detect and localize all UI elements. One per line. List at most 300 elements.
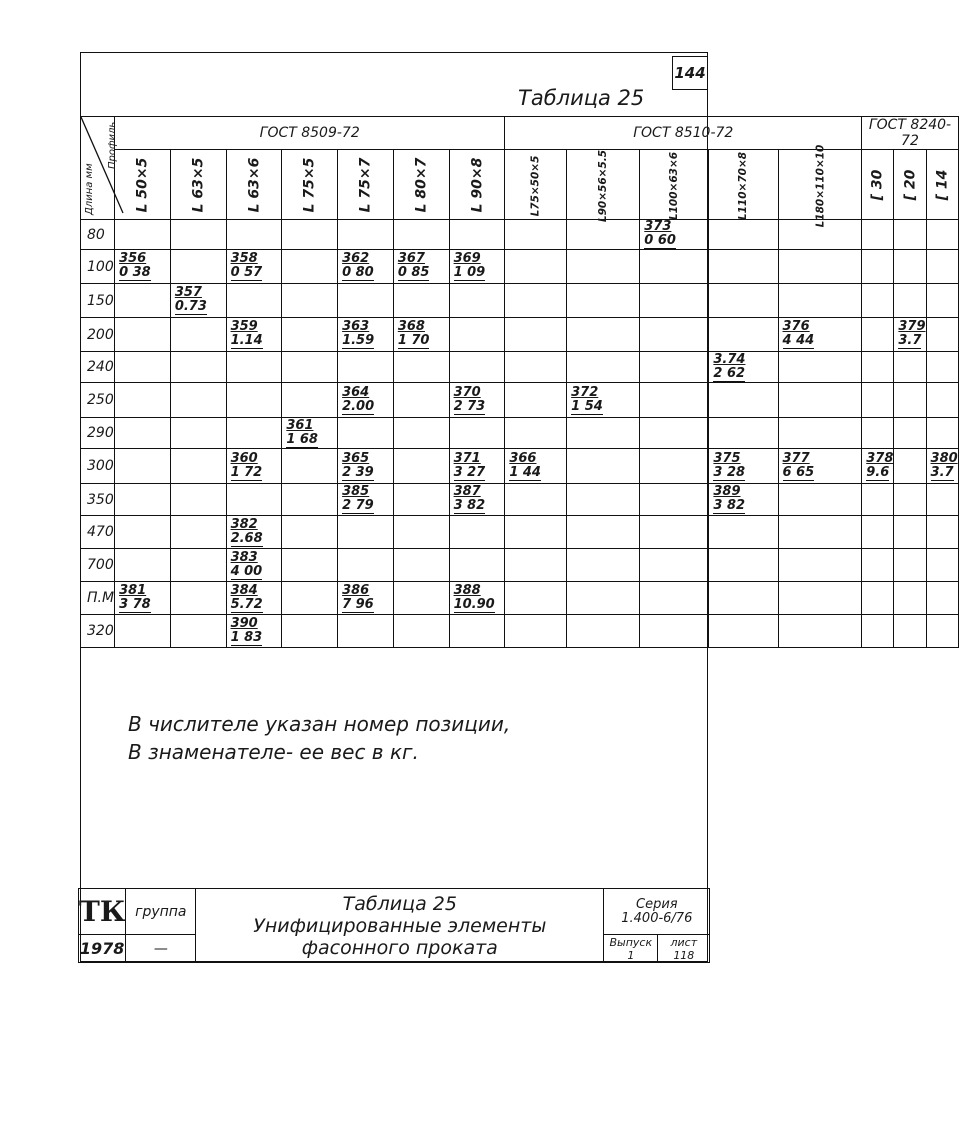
value-cell — [862, 284, 894, 318]
position-weight — [394, 320, 449, 349]
position-weight — [862, 452, 893, 481]
value-cell — [449, 549, 505, 582]
weight-kg: 5.72 — [230, 596, 263, 612]
value-cell — [115, 582, 171, 615]
length-cell: 470 — [81, 516, 115, 549]
org-mark: ТК — [79, 889, 126, 935]
value-cell — [226, 383, 282, 418]
value-cell — [449, 484, 505, 516]
position-number: 356 — [119, 251, 147, 266]
weight-kg: 2 62 — [713, 365, 746, 381]
position-number: 372 — [571, 384, 599, 400]
position-number: 389 — [713, 484, 741, 499]
profile-label: L110×70×8 — [737, 151, 750, 220]
position-number: 364 — [342, 384, 370, 400]
position-number: 377 — [782, 450, 810, 466]
note-line: В знаменателе- ее вес в кг. — [128, 740, 419, 764]
value-cell — [393, 615, 449, 648]
profile-header-row — [81, 150, 959, 220]
position-number: 358 — [230, 251, 258, 266]
value-cell — [282, 549, 338, 582]
value-cell — [709, 220, 778, 250]
weight-kg: 6 65 — [782, 464, 815, 480]
profile-label: L100×63×6 — [668, 151, 681, 220]
title-line: Таблица 25 — [342, 892, 457, 915]
value-cell — [567, 284, 640, 318]
weight-kg: 1 54 — [571, 398, 603, 414]
value-cell — [449, 418, 505, 449]
position-number: 360 — [230, 450, 258, 466]
position-number: 371 — [453, 450, 481, 466]
gost-group: ГОСТ 8240-72 — [862, 117, 958, 150]
position-weight — [227, 551, 282, 580]
value-cell — [449, 250, 505, 284]
value-cell — [282, 220, 338, 250]
value-cell — [894, 615, 926, 648]
value-cell — [505, 250, 567, 284]
issue-label: Выпуск — [609, 935, 653, 949]
table-row — [81, 484, 959, 516]
value-cell — [393, 516, 449, 549]
position-number: 363 — [342, 319, 370, 334]
length-cell: 290 — [81, 418, 115, 449]
value-cell — [640, 516, 709, 549]
profile-header — [226, 150, 282, 220]
position-weight — [338, 584, 393, 613]
value-cell — [567, 615, 640, 648]
position-number: 367 — [397, 251, 425, 266]
weight-kg: 4 00 — [230, 563, 263, 579]
value-cell — [505, 220, 567, 250]
position-weight — [338, 252, 393, 281]
position-number: 382 — [230, 516, 258, 532]
value-cell — [115, 449, 171, 484]
group-value: — — [126, 935, 196, 963]
position-weight — [171, 286, 226, 315]
table-row — [81, 220, 959, 250]
profile-header — [170, 150, 226, 220]
value-cell — [709, 484, 778, 516]
value-cell — [505, 549, 567, 582]
value-cell — [709, 284, 778, 318]
value-cell — [226, 318, 282, 352]
table-row — [81, 615, 959, 648]
series-value: 1.400-6/76 — [621, 910, 693, 926]
value-cell — [505, 615, 567, 648]
table-body — [81, 220, 959, 648]
value-cell — [505, 582, 567, 615]
position-weight — [779, 320, 862, 349]
position-number: 370 — [453, 384, 481, 400]
value-cell — [115, 318, 171, 352]
value-cell — [115, 484, 171, 516]
length-cell: 320 — [81, 615, 115, 648]
weight-kg: 0 38 — [119, 265, 151, 280]
table-row — [81, 549, 959, 582]
value-cell — [282, 582, 338, 615]
weight-kg: 1 72 — [230, 464, 263, 480]
position-number: 381 — [119, 582, 147, 598]
position-number: 362 — [342, 251, 370, 266]
table-row — [81, 318, 959, 352]
value-cell — [640, 383, 709, 418]
value-cell — [640, 484, 709, 516]
value-cell — [505, 352, 567, 383]
weight-kg: 2.68 — [230, 530, 263, 546]
value-cell — [226, 284, 282, 318]
value-cell — [567, 318, 640, 352]
value-cell — [282, 449, 338, 484]
value-cell — [338, 284, 394, 318]
table-row — [81, 284, 959, 318]
value-cell — [862, 549, 894, 582]
value-cell — [393, 318, 449, 352]
value-cell — [640, 418, 709, 449]
position-number: 384 — [230, 582, 258, 598]
value-cell — [449, 449, 505, 484]
length-cell: 150 — [81, 284, 115, 318]
value-cell — [226, 220, 282, 250]
value-cell — [115, 549, 171, 582]
position-weight — [709, 353, 777, 382]
value-cell — [170, 318, 226, 352]
profile-header — [449, 150, 505, 220]
value-cell — [567, 582, 640, 615]
value-cell — [115, 383, 171, 418]
value-cell — [449, 284, 505, 318]
value-cell — [393, 284, 449, 318]
profile-label: L 63×6 — [245, 157, 262, 212]
value-cell — [505, 284, 567, 318]
value-cell — [709, 516, 778, 549]
profile-header — [640, 150, 709, 220]
position-weight — [779, 452, 862, 481]
weight-kg: 0.73 — [174, 299, 207, 314]
value-cell — [567, 220, 640, 250]
table-row — [81, 383, 959, 418]
value-cell — [338, 516, 394, 549]
corner-length-label: Длина мм — [84, 163, 95, 215]
weight-kg: 3.7 — [930, 464, 954, 480]
position-weight — [709, 452, 777, 481]
weight-kg: 1 70 — [397, 333, 430, 348]
position-number: 359 — [230, 319, 258, 334]
value-cell — [338, 250, 394, 284]
position-number: 388 — [453, 582, 481, 598]
value-cell — [894, 352, 926, 383]
value-cell — [170, 449, 226, 484]
value-cell — [640, 615, 709, 648]
value-cell — [115, 418, 171, 449]
value-cell — [894, 484, 926, 516]
weight-kg: 3.7 — [898, 333, 922, 348]
value-cell — [226, 418, 282, 449]
value-cell — [338, 220, 394, 250]
position-weight — [227, 252, 282, 281]
value-cell — [926, 418, 958, 449]
position-number: 369 — [453, 251, 481, 266]
value-cell — [862, 516, 894, 549]
value-cell — [778, 418, 862, 449]
positions-table — [80, 116, 959, 648]
position-number: 385 — [342, 484, 370, 499]
value-cell — [226, 516, 282, 549]
value-cell — [894, 220, 926, 250]
issue-value: 1 — [627, 948, 635, 962]
value-cell — [226, 615, 282, 648]
value-cell — [862, 615, 894, 648]
profile-header — [393, 150, 449, 220]
position-number: 357 — [174, 285, 202, 300]
group-label: группа — [126, 889, 196, 935]
profile-label: L 63×5 — [190, 157, 207, 212]
value-cell — [926, 582, 958, 615]
position-number: 366 — [509, 450, 537, 466]
position-weight — [227, 320, 282, 349]
value-cell — [567, 250, 640, 284]
value-cell — [926, 549, 958, 582]
value-cell — [926, 220, 958, 250]
value-cell — [862, 352, 894, 383]
weight-kg: 4 44 — [782, 333, 815, 348]
value-cell — [449, 318, 505, 352]
profile-label: L 75×7 — [357, 157, 374, 212]
value-cell — [393, 582, 449, 615]
value-cell — [449, 516, 505, 549]
weight-kg: 2.00 — [342, 398, 375, 414]
value-cell — [226, 484, 282, 516]
weight-kg: 3 82 — [453, 498, 486, 513]
profile-header — [926, 150, 958, 220]
value-cell — [282, 250, 338, 284]
weight-kg: 3 82 — [713, 498, 746, 513]
position-weight — [227, 452, 282, 481]
value-cell — [449, 352, 505, 383]
position-weight — [450, 386, 505, 415]
position-number: 361 — [286, 417, 314, 433]
value-cell — [862, 582, 894, 615]
value-cell — [170, 418, 226, 449]
value-cell — [505, 418, 567, 449]
value-cell — [393, 250, 449, 284]
value-cell — [778, 318, 862, 352]
value-cell — [338, 418, 394, 449]
value-cell — [115, 250, 171, 284]
value-cell — [640, 318, 709, 352]
value-cell — [926, 250, 958, 284]
profile-label: L75×50×5 — [529, 155, 542, 216]
value-cell — [282, 615, 338, 648]
value-cell — [709, 352, 778, 383]
position-weight — [338, 452, 393, 481]
position-weight — [640, 220, 708, 249]
weight-kg: 3 27 — [453, 464, 486, 480]
profile-header — [505, 150, 567, 220]
length-cell: 300 — [81, 449, 115, 484]
weight-kg: 0 85 — [397, 265, 430, 280]
value-cell — [505, 449, 567, 484]
value-cell — [862, 383, 894, 418]
gost-group: ГОСТ 8509-72 — [115, 117, 505, 150]
value-cell — [862, 484, 894, 516]
series-cell — [604, 889, 710, 935]
value-cell — [567, 352, 640, 383]
table-row — [81, 352, 959, 383]
value-cell — [393, 549, 449, 582]
weight-kg: 2 73 — [453, 398, 486, 414]
value-cell — [640, 582, 709, 615]
value-cell — [226, 449, 282, 484]
position-weight — [709, 485, 777, 514]
value-cell — [505, 516, 567, 549]
length-cell: 350 — [81, 484, 115, 516]
position-weight — [394, 252, 449, 281]
weight-kg: 1 83 — [230, 629, 263, 645]
title-cell — [196, 889, 604, 963]
value-cell — [894, 449, 926, 484]
issue-cell — [604, 935, 658, 963]
weight-kg: 3 28 — [713, 464, 746, 480]
position-weight — [338, 320, 393, 349]
profile-label: L 50×5 — [134, 157, 151, 212]
table-row — [81, 250, 959, 284]
value-cell — [926, 449, 958, 484]
position-weight — [450, 584, 505, 613]
length-cell: 200 — [81, 318, 115, 352]
value-cell — [778, 383, 862, 418]
position-weight — [115, 252, 170, 281]
weight-kg: 0 57 — [230, 265, 263, 280]
value-cell — [115, 220, 171, 250]
value-cell — [505, 484, 567, 516]
value-cell — [894, 549, 926, 582]
length-cell: 250 — [81, 383, 115, 418]
position-weight — [450, 252, 505, 281]
value-cell — [894, 318, 926, 352]
weight-kg: 1 44 — [509, 464, 541, 480]
position-number: 365 — [342, 450, 370, 466]
position-weight — [450, 452, 505, 481]
value-cell — [862, 220, 894, 250]
value-cell — [449, 383, 505, 418]
value-cell — [115, 516, 171, 549]
value-cell — [170, 352, 226, 383]
profile-label: L 90×8 — [468, 157, 485, 212]
value-cell — [567, 449, 640, 484]
position-number: 375 — [713, 450, 741, 466]
position-number: 376 — [782, 319, 810, 334]
value-cell — [926, 516, 958, 549]
weight-kg: 0 80 — [342, 265, 374, 280]
position-weight — [567, 386, 639, 415]
value-cell — [226, 549, 282, 582]
value-cell — [338, 615, 394, 648]
value-cell — [170, 615, 226, 648]
profile-header — [282, 150, 338, 220]
value-cell — [709, 582, 778, 615]
value-cell — [926, 352, 958, 383]
profile-label: L90×56×5.5 — [597, 149, 610, 222]
weight-kg: 10.90 — [453, 596, 495, 612]
position-weight — [338, 485, 393, 514]
value-cell — [778, 250, 862, 284]
value-cell — [393, 383, 449, 418]
profile-label: L 80×7 — [413, 157, 430, 212]
value-cell — [640, 284, 709, 318]
year: 1978 — [79, 935, 126, 963]
value-cell — [449, 615, 505, 648]
value-cell — [170, 484, 226, 516]
value-cell — [170, 250, 226, 284]
value-cell — [449, 582, 505, 615]
sheet-label: лист — [670, 935, 698, 949]
value-cell — [449, 220, 505, 250]
position-number: 373 — [644, 219, 672, 234]
value-cell — [338, 484, 394, 516]
corner-profile-label: Профиль — [107, 121, 118, 169]
value-cell — [282, 418, 338, 449]
sheet-cell — [658, 935, 710, 963]
table-row — [81, 582, 959, 615]
sheet-value: 118 — [673, 948, 695, 962]
value-cell — [778, 615, 862, 648]
value-cell — [894, 383, 926, 418]
position-weight — [338, 386, 393, 415]
value-cell — [567, 516, 640, 549]
value-cell — [115, 352, 171, 383]
value-cell — [338, 352, 394, 383]
length-cell: П.М — [81, 582, 115, 615]
value-cell — [926, 484, 958, 516]
position-weight — [282, 419, 337, 448]
profile-label: [ 20 — [901, 169, 918, 200]
length-cell: 240 — [81, 352, 115, 383]
note-line: В числителе указан номер позиции, — [128, 712, 511, 736]
weight-kg: 1.59 — [342, 333, 375, 348]
position-number: 386 — [342, 582, 370, 598]
value-cell — [862, 418, 894, 449]
value-cell — [894, 582, 926, 615]
profile-header — [778, 144, 862, 227]
value-cell — [567, 383, 640, 418]
profile-header — [709, 150, 778, 220]
profile-label: L 75×5 — [301, 157, 318, 212]
table-row — [81, 516, 959, 549]
value-cell — [282, 484, 338, 516]
value-cell — [282, 383, 338, 418]
value-cell — [567, 549, 640, 582]
value-cell — [393, 220, 449, 250]
value-cell — [894, 284, 926, 318]
length-cell: 80 — [81, 220, 115, 250]
value-cell — [170, 516, 226, 549]
value-cell — [778, 516, 862, 549]
value-cell — [640, 449, 709, 484]
value-cell — [640, 220, 709, 250]
value-cell — [709, 449, 778, 484]
value-cell — [338, 582, 394, 615]
value-cell — [226, 250, 282, 284]
profile-label: [ 14 — [934, 169, 951, 200]
value-cell — [338, 318, 394, 352]
position-number: 379 — [898, 319, 926, 334]
weight-kg: 3 78 — [119, 596, 151, 612]
profile-header — [567, 150, 640, 220]
gost-header-row — [81, 117, 959, 150]
value-cell — [282, 352, 338, 383]
value-cell — [862, 318, 894, 352]
table-caption: Таблица 25 — [518, 86, 645, 110]
